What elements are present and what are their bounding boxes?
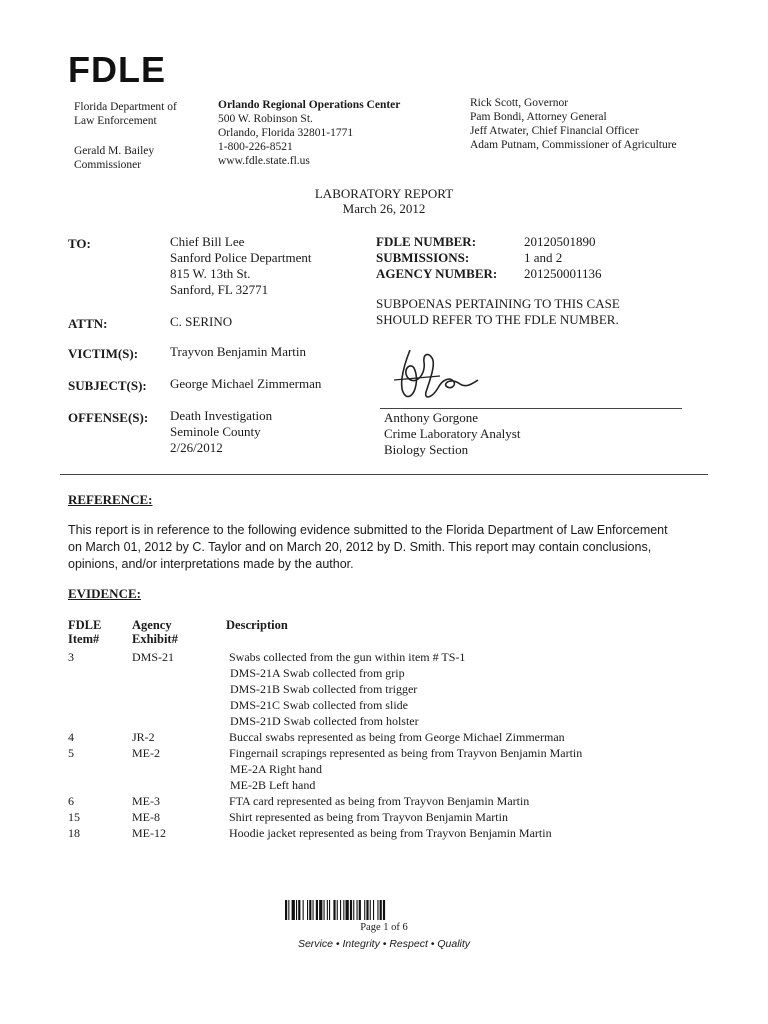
table-row <box>68 729 708 745</box>
operations-center-block <box>218 98 400 168</box>
subpoena-notice-line: SUBPOENAS PERTAINING TO THIS CASE <box>376 296 620 311</box>
victim-value: Trayvon Benjamin Martin <box>170 344 307 359</box>
footer-motto: Service • Integrity • Respect • Quality <box>297 938 471 950</box>
offense-block <box>170 408 272 456</box>
offense-line: Death Investigation <box>170 408 273 423</box>
evidence-item-number: 15 <box>68 810 80 824</box>
submissions-value: 1 and 2 <box>524 250 563 265</box>
col-header-exhibit <box>132 618 178 646</box>
analyst-section: Biology Section <box>384 442 469 457</box>
subpoena-notice <box>376 296 620 328</box>
agency-number: 201250001136 <box>524 266 602 281</box>
evidence-exhibit-number: DMS-21 <box>132 650 175 664</box>
offense-label: OFFENSE(S): <box>68 410 149 425</box>
agency-name-line: Florida Department of <box>74 101 177 113</box>
col-header-exhibit-line: Agency <box>132 618 172 632</box>
official-line: Rick Scott, Governor <box>470 97 569 109</box>
evidence-item-number: 3 <box>68 650 74 664</box>
evidence-description: Fingernail scrapings represented as being from Trayvon Benjamin Martin <box>229 746 583 760</box>
analyst-title: Crime Laboratory Analyst <box>384 426 521 441</box>
agency-number-label: AGENCY NUMBER: <box>376 266 498 281</box>
table-row <box>68 713 708 729</box>
col-header-description: Description <box>226 618 288 632</box>
reference-line: This report is in reference to the following evidence submitted to the Florida Department of Law Enforcement <box>68 523 668 537</box>
to-address <box>170 234 312 298</box>
case-values <box>524 234 602 282</box>
operations-center-line: Orlando, Florida 32801-1771 <box>218 127 354 139</box>
offense-line: 2/26/2012 <box>170 440 223 455</box>
evidence-description: Swabs collected from the gun within item # TS-1 <box>229 650 466 664</box>
table-row <box>68 697 708 713</box>
evidence-item-number: 18 <box>68 826 80 840</box>
reference-line: on March 01, 2012 by C. Taylor and on March 20, 2012 by D. Smith. This report may contain conclusions, <box>68 540 652 554</box>
table-row <box>68 681 708 697</box>
agency-name-block <box>74 100 177 128</box>
evidence-heading: EVIDENCE: <box>68 586 141 601</box>
evidence-sub-description: DMS-21C Swab collected from slide <box>230 698 408 712</box>
report-title-block <box>0 186 768 216</box>
to-line: Sanford, FL 32771 <box>170 282 269 297</box>
table-row <box>68 649 708 665</box>
col-header-item-line: Item# <box>68 632 100 646</box>
to-line: Chief Bill Lee <box>170 234 245 249</box>
case-labels <box>376 234 497 282</box>
evidence-exhibit-number: ME-3 <box>132 794 160 808</box>
subject-label: SUBJECT(S): <box>68 378 147 393</box>
evidence-item-number: 5 <box>68 746 74 760</box>
attn-label: ATTN: <box>68 316 108 331</box>
signature-line <box>380 408 682 409</box>
analyst-block <box>384 410 520 458</box>
official-line: Adam Putnam, Commissioner of Agriculture <box>470 139 677 151</box>
subject-value: George Michael Zimmerman <box>170 376 322 391</box>
table-row <box>68 793 708 809</box>
operations-center-line: 500 W. Robinson St. <box>218 113 313 125</box>
reference-line: opinions, and/or interpretations made by the author. <box>68 557 354 571</box>
evidence-exhibit-number: JR-2 <box>132 730 155 744</box>
evidence-exhibit-number: ME-8 <box>132 810 160 824</box>
evidence-sub-description: ME-2B Left hand <box>230 778 316 792</box>
offense-line: Seminole County <box>170 424 261 439</box>
official-line: Jeff Atwater, Chief Financial Officer <box>470 125 639 137</box>
commissioner-line: Gerald M. Bailey <box>74 145 155 157</box>
evidence-exhibit-number: ME-2 <box>132 746 160 760</box>
reference-paragraph <box>68 522 708 573</box>
victim-label: VICTIM(S): <box>68 346 139 361</box>
evidence-description: FTA card represented as being from Trayvon Benjamin Martin <box>229 794 530 808</box>
operations-center-name: Orlando Regional Operations Center <box>218 99 401 111</box>
barcode <box>285 900 455 920</box>
section-divider <box>60 474 708 475</box>
evidence-table <box>68 649 708 841</box>
commissioner-line: Commissioner <box>74 159 142 171</box>
official-line: Pam Bondi, Attorney General <box>470 111 607 123</box>
report-title: LABORATORY REPORT <box>314 186 454 201</box>
agency-logo: FDLE <box>68 49 166 90</box>
attn-value: C. SERINO <box>170 314 233 329</box>
subpoena-notice-line: SHOULD REFER TO THE FDLE NUMBER. <box>376 312 619 327</box>
fdle-number-label: FDLE NUMBER: <box>376 234 477 249</box>
reference-heading: REFERENCE: <box>68 492 153 507</box>
commissioner-block <box>74 144 154 172</box>
evidence-exhibit-number: ME-12 <box>132 826 166 840</box>
fdle-number: 20120501890 <box>524 234 596 249</box>
evidence-sub-description: DMS-21D Swab collected from holster <box>230 714 419 728</box>
operations-center-url: www.fdle.state.fl.us <box>218 155 310 167</box>
table-row <box>68 825 708 841</box>
evidence-item-number: 6 <box>68 794 74 808</box>
evidence-item-number: 4 <box>68 730 74 744</box>
agency-name-line: Law Enforcement <box>74 115 157 127</box>
col-header-item-line: FDLE <box>68 618 102 632</box>
to-line: Sanford Police Department <box>170 250 312 265</box>
table-row <box>68 745 708 761</box>
col-header-item <box>68 618 101 646</box>
page-number: Page 1 of 6 <box>360 922 408 933</box>
submissions-label: SUBMISSIONS: <box>376 250 470 265</box>
operations-center-line: 1-800-226-8521 <box>218 141 293 153</box>
evidence-description: Buccal swabs represented as being from George Michael Zimmerman <box>229 730 565 744</box>
table-row <box>68 777 708 793</box>
evidence-sub-description: DMS-21A Swab collected from grip <box>230 666 405 680</box>
to-line: 815 W. 13th St. <box>170 266 251 281</box>
evidence-sub-description: ME-2A Right hand <box>230 762 322 776</box>
evidence-sub-description: DMS-21B Swab collected from trigger <box>230 682 418 696</box>
analyst-signature <box>380 340 500 410</box>
to-label: TO: <box>68 236 91 251</box>
col-header-exhibit-line: Exhibit# <box>132 632 178 646</box>
evidence-description: Hoodie jacket represented as being from Trayvon Benjamin Martin <box>229 826 552 840</box>
table-row <box>68 665 708 681</box>
table-row <box>68 809 708 825</box>
analyst-name: Anthony Gorgone <box>384 410 479 425</box>
report-date: March 26, 2012 <box>342 201 426 216</box>
officials-block <box>470 96 677 152</box>
table-row <box>68 761 708 777</box>
evidence-description: Shirt represented as being from Trayvon Benjamin Martin <box>229 810 508 824</box>
